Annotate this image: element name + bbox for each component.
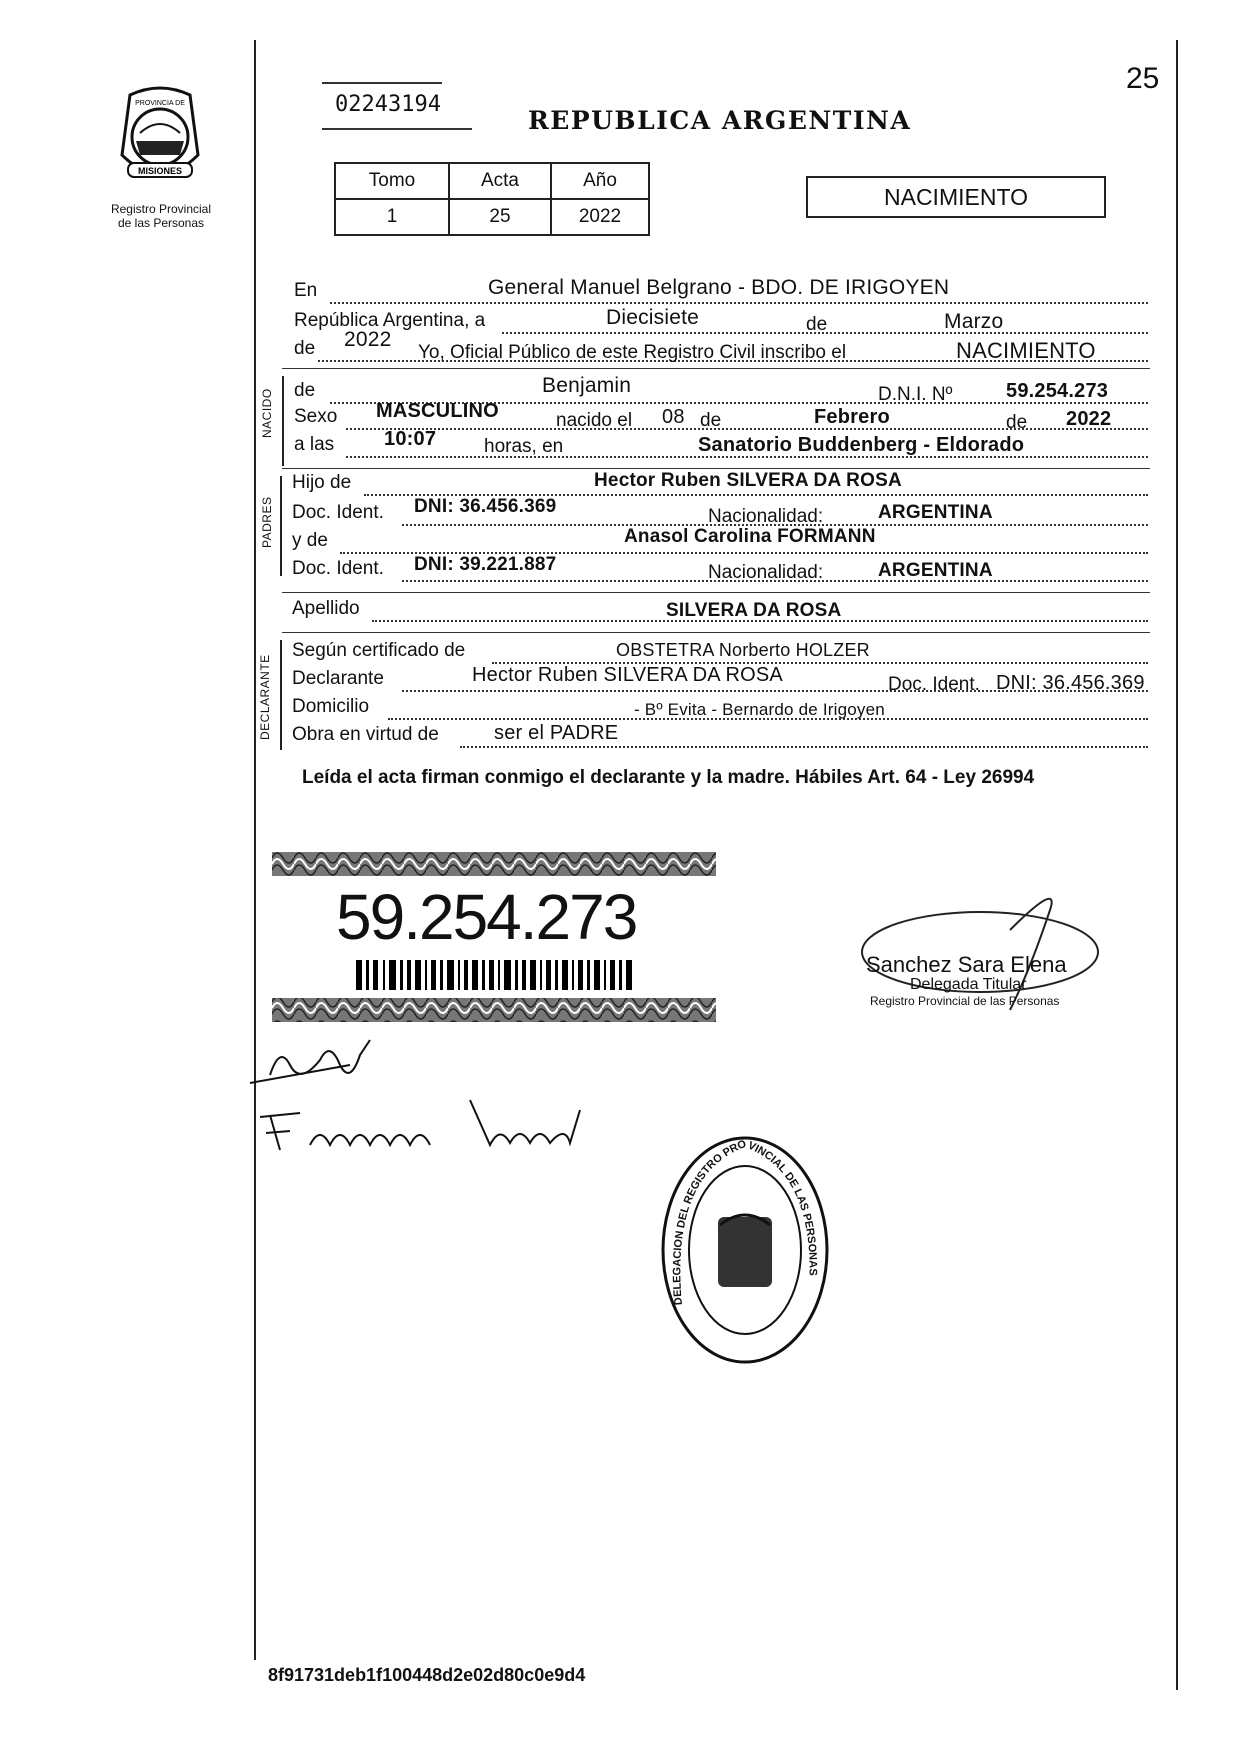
sexo-label: Sexo	[294, 406, 338, 427]
sexo-value: MASCULINO	[376, 400, 499, 422]
table-header-acta: Acta	[449, 163, 551, 199]
province-logo	[110, 85, 210, 195]
seal-icon	[660, 1135, 830, 1365]
handwritten-signature-icon	[240, 1035, 390, 1095]
section-divider	[282, 592, 1150, 593]
table-cell-tomo: 1	[335, 199, 449, 235]
nacido-label: nacido el	[556, 410, 633, 431]
record-type: NACIMIENTO	[884, 184, 1028, 210]
certificado-label: Según certificado de	[292, 640, 466, 661]
horas-label: horas, en	[484, 436, 564, 457]
side-label-padres: PADRES	[260, 496, 274, 548]
barcode-block	[272, 852, 716, 1034]
section-divider	[282, 468, 1150, 469]
padre-doc-value: DNI: 36.456.369	[414, 496, 557, 517]
signature-madre	[250, 1095, 630, 1170]
bracket-padres	[280, 476, 282, 576]
domicilio-label: Domicilio	[292, 696, 370, 717]
right-margin-line	[1176, 40, 1178, 1690]
official-seal	[660, 1135, 830, 1365]
madre-nac-value: ARGENTINA	[878, 560, 993, 581]
yde-label: y de	[292, 530, 328, 551]
nacionalidad2-label: Nacionalidad:	[708, 562, 824, 583]
alas-label: a las	[294, 434, 335, 455]
obra-label: Obra en virtud de	[292, 724, 439, 745]
mes-value: Marzo	[944, 310, 1004, 333]
en-value: General Manuel Belgrano - BDO. DE IRIGOYEN	[488, 276, 950, 299]
padre-value: Hector Ruben SILVERA DA ROSA	[594, 470, 902, 491]
en-label: En	[294, 280, 318, 301]
declarante-value: Hector Ruben SILVERA DA ROSA	[472, 664, 783, 686]
inscribo-value: NACIMIENTO	[956, 338, 1096, 363]
bracket-declarante	[280, 640, 282, 750]
table-header-anio: Año	[551, 163, 649, 199]
declarante-doc-value: DNI: 36.456.369	[996, 672, 1145, 694]
madre-doc-value: DNI: 39.221.887	[414, 554, 557, 575]
section-divider	[282, 368, 1150, 369]
republica-label: República Argentina, a	[294, 310, 486, 331]
official-title: Delegada Titular	[910, 976, 1027, 993]
page-number: 25	[1126, 62, 1160, 95]
page-title: REPUBLICA ARGENTINA	[528, 106, 912, 135]
nac-dia-value: 08	[662, 406, 685, 428]
nac-mes-value: Febrero	[814, 406, 890, 428]
signature-declarante	[240, 1035, 390, 1100]
side-label-declarante: DECLARANTE	[258, 654, 272, 740]
docident3-label: Doc. Ident.	[888, 674, 980, 695]
oficial-text: Yo, Oficial Público de este Registro Civil inscribo el	[418, 342, 847, 363]
dots	[330, 302, 1148, 304]
svg-text:PROVINCIA DE: PROVINCIA DE	[135, 100, 185, 107]
dni-label: D.N.I. Nº	[878, 384, 953, 405]
padre-nac-value: ARGENTINA	[878, 502, 993, 523]
nacionalidad-label: Nacionalidad:	[708, 506, 824, 527]
left-margin-line	[254, 40, 256, 1660]
dots	[460, 746, 1148, 748]
barcode-number: 59.254.273	[336, 881, 637, 953]
record-type-box	[806, 176, 1106, 218]
logo-caption-1: Registro Provincial	[110, 202, 212, 216]
docident-label: Doc. Ident.	[292, 502, 384, 523]
table-cell-acta: 25	[449, 199, 551, 235]
section-divider	[282, 632, 1150, 633]
closing-text: Leída el acta firman conmigo el declarante y la madre. Hábiles Art. 64 - Ley 26994	[302, 767, 1035, 788]
serial-number: 02243194	[335, 92, 441, 117]
nac-anio-value: 2022	[1066, 408, 1112, 430]
dni-value: 59.254.273	[1006, 380, 1109, 402]
bracket-nacido	[282, 376, 284, 466]
apellido-label: Apellido	[292, 598, 360, 619]
official-signature-stamp	[860, 890, 1110, 1020]
footer-hash: 8f91731deb1f100448d2e02d80c0e9d4	[268, 1665, 586, 1685]
official-name: Sanchez Sara Elena	[866, 952, 1067, 977]
de3-label: de	[294, 380, 316, 401]
dots	[346, 428, 1148, 430]
hijo-label: Hijo de	[292, 472, 352, 493]
lugar-value: Sanatorio Buddenberg - Eldorado	[698, 434, 1025, 456]
de5-label: de	[1006, 412, 1028, 433]
obra-value: ser el PADRE	[494, 722, 619, 744]
official-org: Registro Provincial de las Personas	[870, 994, 1060, 1008]
hora-value: 10:07	[384, 428, 437, 450]
seal-emblem-icon	[110, 85, 210, 195]
logo-caption-2: de las Personas	[117, 216, 205, 230]
dia-value: Diecisiete	[606, 306, 700, 329]
table-header-tomo: Tomo	[335, 163, 449, 199]
svg-text:MISIONES: MISIONES	[137, 166, 183, 176]
declarante-label: Declarante	[292, 668, 384, 689]
table-cell-anio: 2022	[551, 199, 649, 235]
svg-text:DELEGACION DEL REGISTRO PROVIN: DELEGACION DEL REGISTRO PROVINCIAL DE LAS PERSONAS	[671, 1137, 819, 1306]
docident2-label: Doc. Ident.	[292, 558, 384, 579]
serial-overline	[322, 82, 442, 84]
domicilio-value: - Bº Evita - Bernardo de Irigoyen	[634, 700, 885, 719]
apellido-value: SILVERA DA ROSA	[666, 600, 842, 621]
serial-underline	[322, 128, 472, 130]
side-label-nacido: NACIDO	[260, 388, 274, 438]
anio-value: 2022	[344, 328, 392, 351]
madre-value: Anasol Carolina FORMANN	[624, 526, 876, 547]
nombre-value: Benjamin	[542, 374, 632, 397]
de2-label: de	[294, 338, 316, 359]
de4-label: de	[700, 410, 722, 431]
de-label: de	[806, 314, 828, 335]
handwritten-signature-icon	[250, 1095, 630, 1165]
record-table	[334, 162, 650, 236]
certificado-value: OBSTETRA Norberto HOLZER	[616, 640, 870, 660]
